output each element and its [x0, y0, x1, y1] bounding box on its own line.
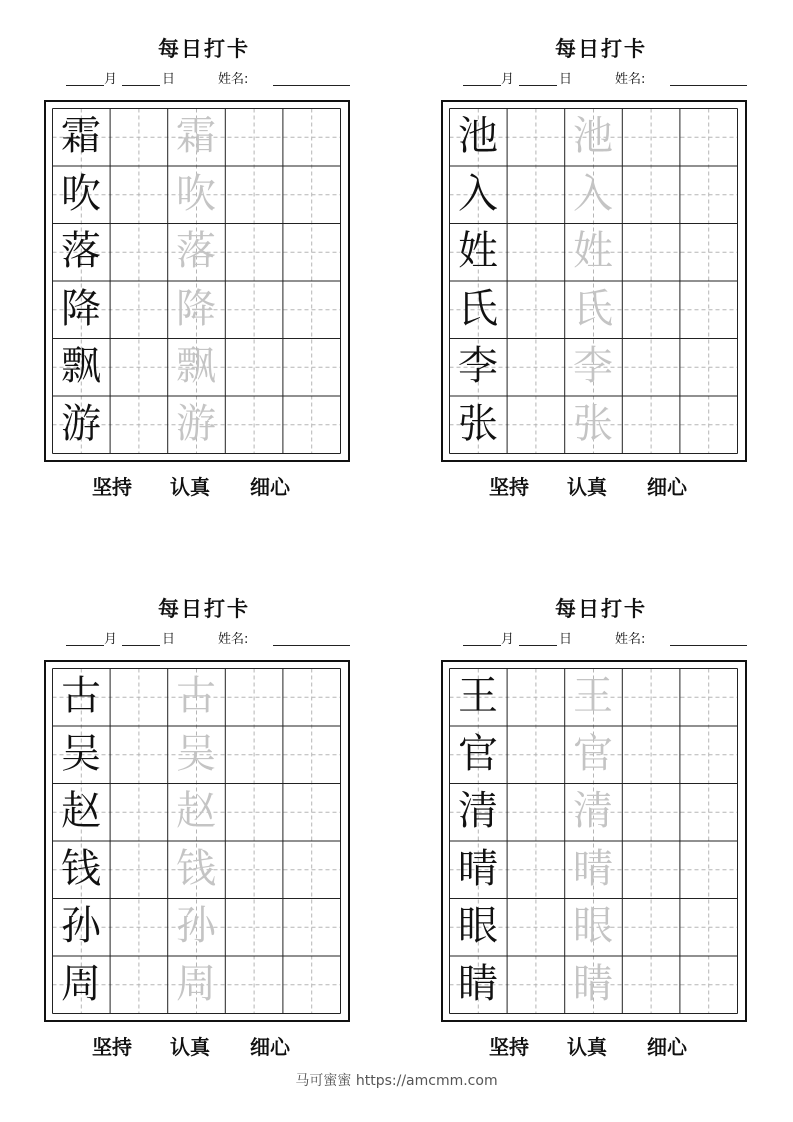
model-character: 李 — [458, 343, 498, 389]
motto — [441, 1034, 761, 1060]
name-blank[interactable] — [670, 85, 747, 86]
model-character: 官 — [458, 730, 498, 777]
month-label: 月 — [104, 632, 118, 647]
motto — [441, 474, 761, 500]
name-label: 姓名: — [218, 72, 249, 87]
trace-character-column — [564, 668, 622, 1013]
month-blank[interactable] — [66, 645, 104, 646]
motto-careful: 认真 — [170, 475, 210, 499]
model-character: 落 — [61, 228, 101, 274]
trace-character: 吹 — [176, 170, 216, 217]
day-blank[interactable] — [122, 85, 160, 86]
trace-character-column — [167, 108, 225, 453]
practice-frame — [441, 100, 747, 462]
month-blank[interactable] — [66, 85, 104, 86]
trace-character: 氏 — [573, 285, 613, 332]
day-blank[interactable] — [122, 645, 160, 646]
month-blank[interactable] — [463, 645, 501, 646]
day-label: 日 — [559, 632, 573, 647]
motto-careful: 认真 — [567, 1035, 607, 1059]
trace-character: 降 — [176, 285, 216, 332]
model-character-column — [52, 668, 110, 1013]
date-name-line — [44, 632, 364, 652]
motto — [44, 474, 364, 500]
model-character: 飘 — [61, 343, 101, 389]
model-character: 眼 — [458, 903, 498, 949]
month-label: 月 — [501, 72, 515, 87]
trace-character: 古 — [176, 673, 216, 719]
name-blank[interactable] — [670, 645, 747, 646]
trace-character: 睛 — [573, 960, 613, 1007]
name-label: 姓名: — [218, 632, 249, 647]
trace-character: 清 — [573, 788, 613, 834]
model-character: 周 — [61, 960, 101, 1007]
name-label: 姓名: — [615, 72, 646, 87]
card-title: 每日打卡 — [555, 596, 647, 621]
practice-frame — [44, 660, 350, 1022]
month-blank[interactable] — [463, 85, 501, 86]
trace-character: 张 — [573, 400, 613, 447]
model-character: 吴 — [61, 730, 101, 777]
model-character: 王 — [458, 673, 498, 719]
motto-persist: 坚持 — [92, 1035, 132, 1059]
name-blank[interactable] — [273, 645, 350, 646]
model-character: 古 — [61, 673, 101, 719]
model-character: 睛 — [458, 960, 498, 1007]
trace-character-column — [564, 108, 622, 453]
date-name-line — [441, 72, 761, 92]
month-label: 月 — [104, 72, 118, 87]
model-character-column — [449, 668, 507, 1013]
day-label: 日 — [162, 632, 176, 647]
motto-persist: 坚持 — [489, 475, 529, 499]
trace-character: 官 — [573, 730, 613, 777]
model-character: 晴 — [458, 845, 498, 892]
trace-character-column — [167, 668, 225, 1013]
motto-persist: 坚持 — [489, 1035, 529, 1059]
model-character: 张 — [458, 400, 498, 447]
trace-character: 入 — [573, 170, 613, 217]
trace-character: 钱 — [176, 845, 216, 892]
motto-careful: 认真 — [567, 475, 607, 499]
day-blank[interactable] — [519, 645, 557, 646]
model-character-column — [449, 108, 507, 453]
model-character: 孙 — [61, 903, 101, 949]
card-title: 每日打卡 — [158, 596, 250, 621]
trace-character: 飘 — [176, 343, 216, 389]
date-name-line — [44, 72, 364, 92]
practice-frame — [44, 100, 350, 462]
footer-watermark: 马可蜜蜜 https://amcmm.com — [295, 1073, 498, 1089]
name-label: 姓名: — [615, 632, 646, 647]
motto-attentive: 细心 — [250, 1035, 290, 1059]
model-character: 池 — [458, 113, 498, 159]
model-character: 降 — [61, 285, 101, 332]
card-title: 每日打卡 — [158, 36, 250, 61]
trace-character: 眼 — [573, 903, 613, 949]
model-character: 入 — [458, 170, 498, 217]
trace-character: 周 — [176, 960, 216, 1007]
date-name-line — [441, 632, 761, 652]
card-title: 每日打卡 — [555, 36, 647, 61]
trace-character: 池 — [573, 113, 613, 159]
day-label: 日 — [162, 72, 176, 87]
practice-frame — [441, 660, 747, 1022]
trace-character: 游 — [176, 400, 216, 447]
name-blank[interactable] — [273, 85, 350, 86]
trace-character: 李 — [573, 343, 613, 389]
trace-character: 姓 — [573, 228, 613, 274]
trace-character: 晴 — [573, 845, 613, 892]
model-character: 姓 — [458, 228, 498, 274]
motto-attentive: 细心 — [250, 475, 290, 499]
model-character: 氏 — [458, 285, 498, 332]
motto-careful: 认真 — [170, 1035, 210, 1059]
trace-character: 霜 — [176, 113, 216, 159]
day-label: 日 — [559, 72, 573, 87]
trace-character: 吴 — [176, 730, 216, 777]
motto-attentive: 细心 — [647, 475, 687, 499]
trace-character: 落 — [176, 228, 216, 274]
month-label: 月 — [501, 632, 515, 647]
motto-persist: 坚持 — [92, 475, 132, 499]
motto — [44, 1034, 364, 1060]
model-character: 游 — [61, 400, 101, 447]
model-character: 赵 — [61, 788, 101, 834]
trace-character: 王 — [573, 673, 613, 719]
trace-character: 孙 — [176, 903, 216, 949]
model-character: 霜 — [61, 113, 101, 159]
model-character: 钱 — [61, 845, 101, 892]
motto-attentive: 细心 — [647, 1035, 687, 1059]
trace-character: 赵 — [176, 788, 216, 834]
day-blank[interactable] — [519, 85, 557, 86]
model-character: 清 — [458, 788, 498, 834]
model-character: 吹 — [61, 170, 101, 217]
model-character-column — [52, 108, 110, 453]
